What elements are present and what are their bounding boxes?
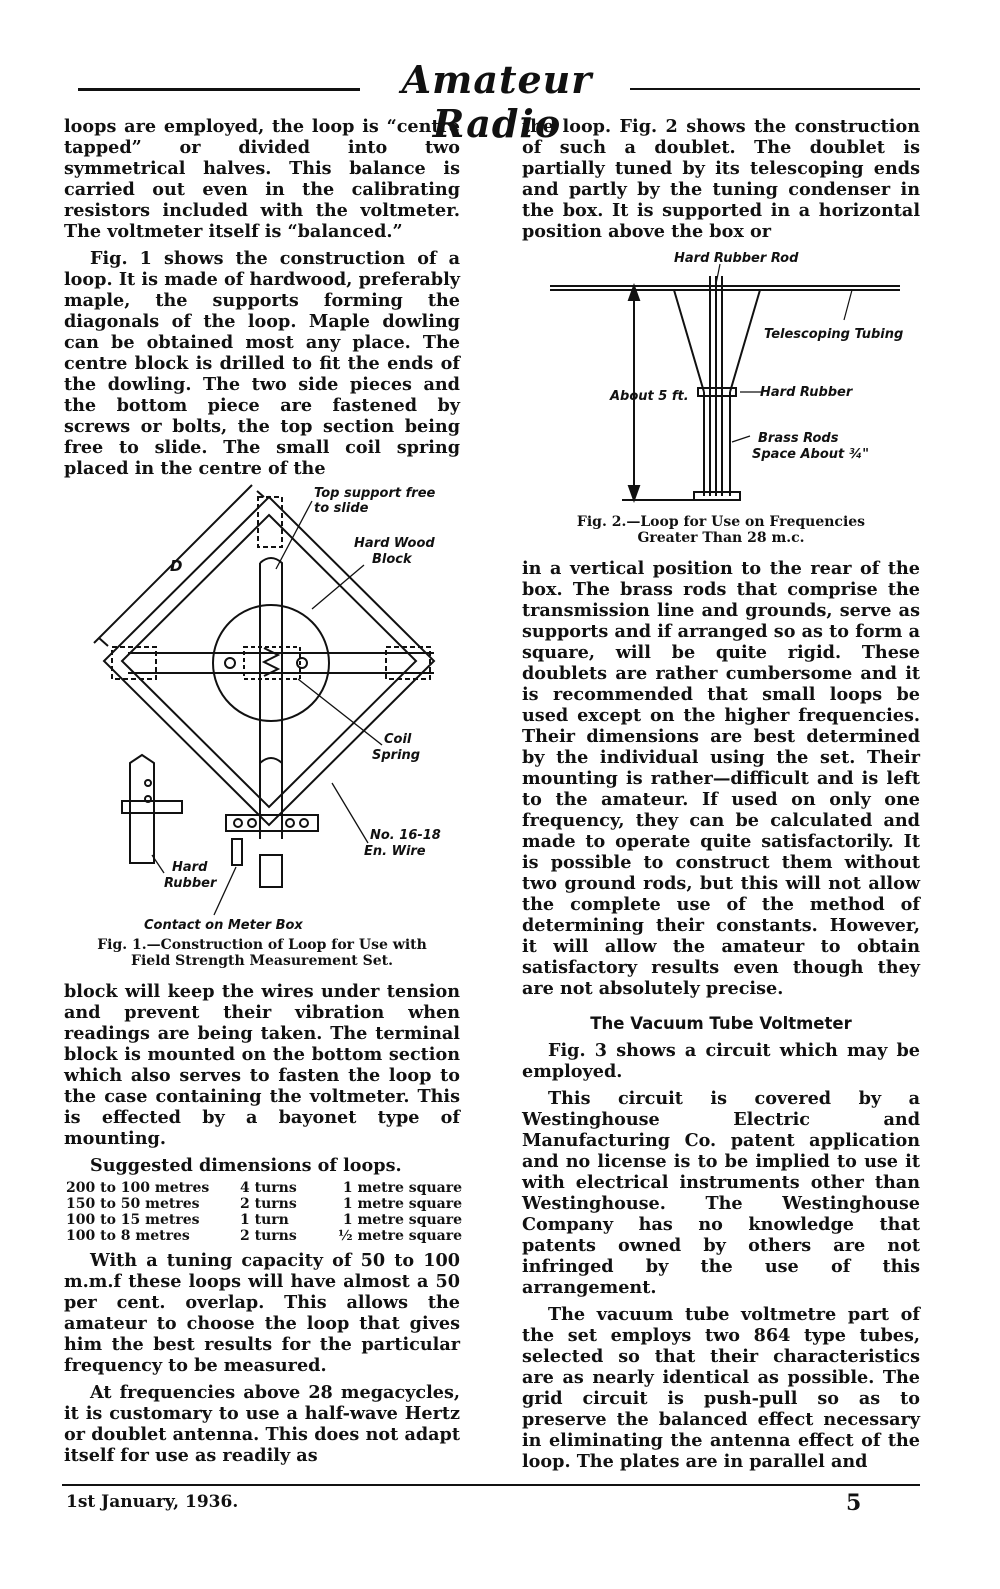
table-cell: 100 to 15 metres <box>66 1212 200 1228</box>
table-cell: 200 to 100 metres <box>66 1180 210 1196</box>
page-number: 5 <box>846 1490 862 1516</box>
table-cell: 2 turns <box>240 1196 297 1212</box>
label-brass: Brass Rods <box>758 431 839 446</box>
paragraph: loops are employed, the loop is “centre tapped” or divided into two symmetrical halves. This balance is carried out even in the calibrating resistors included with the voltmeter. The voltmeter itself is “balanced.” <box>64 116 460 242</box>
caption-line: Fig. 1.—Construction of Loop for Use with <box>97 937 427 953</box>
figure-2 <box>522 246 920 510</box>
label-top-support: Top support free <box>314 486 436 501</box>
label-hard-rubber: Hard Rubber <box>760 385 853 400</box>
masthead-title: Amateur Radio <box>401 57 593 146</box>
table-row <box>64 1212 464 1228</box>
masthead-rule-left <box>78 88 360 91</box>
label-wire-1: No. 16-18 <box>370 828 441 843</box>
right-column <box>522 116 920 1472</box>
label-top-support-2: to slide <box>314 501 369 516</box>
table-cell: 1 metre square <box>342 1196 462 1212</box>
figure-1-caption <box>64 937 460 969</box>
caption-line: Fig. 2.—Loop for Use on Frequencies <box>576 514 866 530</box>
paragraph: in a vertical position to the rear of the box. The brass rods that comprise the transmission line and grounds, serve as supports and if arranged so as to form a square, will be quite rigid. These doublets are rather cumbersome and it is recommended that small loops be used except on the higher frequencies. Their dimensions are best determined by the individual using the set. Their mounting is rather—difficult and is left to the amateur. If used on only one frequency, they can be calculated and made to operate quite satisfactorily. It is possible to construct them without two ground rods, but this will not allow the complete use of the method of determining their constants. However, it will allow the amateur to obtain satisfactory results even though they are not absolutely precise. <box>522 558 920 999</box>
label-block: Block <box>372 552 412 567</box>
paragraph: block will keep the wires under tension and prevent their vibration when readings are being taken. The terminal block is mounted on the bottom section which also serves to fasten the loop to the case containing the voltmeter. This is effected by a bayonet type of mounting. <box>64 981 460 1149</box>
label-hard: Hard <box>172 860 208 875</box>
left-column <box>64 116 460 1466</box>
caption-line: Field Strength Measurement Set. <box>131 953 393 969</box>
table-cell: 1 metre square <box>342 1180 462 1196</box>
table-cell: 2 turns <box>240 1228 297 1244</box>
figure-1 <box>64 483 460 933</box>
table-row <box>64 1180 464 1196</box>
section-heading: The Vacuum Tube Voltmeter <box>590 1014 852 1033</box>
label-about: About 5 ft. <box>610 389 689 404</box>
paragraph: Fig. 1 shows the construction of a loop. It is made of hardwood, preferably maple, the supports forming the diagonals of the loop. Maple dowling can be obtained most any place. The centre block is drilled to fit the ends of the dowling. The two side pieces and the bottom piece are fastened by screws or bolts, the top section being free to slide. The small coil spring placed in the centre of the <box>64 248 460 479</box>
paragraph: With a tuning capacity of 50 to 100 m.m.f these loops will have almost a 50 per cent. overlap. This allows the amateur to choose the loop that gives him the best results for the particular frequency to be measured. <box>64 1250 460 1376</box>
table-cell: 1 metre square <box>342 1212 462 1228</box>
label-coil: Coil <box>384 732 412 747</box>
label-d: D <box>170 557 183 575</box>
paragraph: Fig. 3 shows a circuit which may be employed. <box>522 1040 920 1082</box>
label-wire-2: En. Wire <box>364 844 426 859</box>
label-tubing: Telescoping Tubing <box>764 327 904 342</box>
label-hard-wood: Hard Wood <box>354 536 435 551</box>
footer-rule <box>62 1484 920 1486</box>
issue-date: 1st January, 1936. <box>66 1492 239 1512</box>
label-contact: Contact on Meter Box <box>144 918 303 933</box>
table-cell: 4 turns <box>240 1180 297 1196</box>
paragraph: At frequencies above 28 megacycles, it is customary to use a half-wave Hertz or doublet antenna. This does not adapt itself for use as readily as <box>64 1382 460 1466</box>
masthead <box>78 57 918 146</box>
loop-construction-diagram <box>64 483 460 933</box>
table-row <box>64 1196 464 1212</box>
caption-line: Greater Than 28 m.c. <box>637 530 805 546</box>
suggested-dimensions-heading: Suggested dimensions of loops. <box>90 1155 402 1176</box>
label-rubber: Rubber <box>164 876 217 891</box>
table-cell: ½ metre square <box>337 1228 462 1244</box>
paragraph: the loop. Fig. 2 shows the construction of such a doublet. The doublet is partially tuned by its telescoping ends and partly by the tuning condenser in the box. It is supported in a horizontal position above the box or <box>522 116 920 242</box>
paragraph: The vacuum tube voltmetre part of the set employs two 864 type tubes, selected so that their characteristics are as nearly identical as possible. The grid circuit is push-pull so as to preserve the balanced effect necessary in eliminating the antenna effect of the loop. The plates are in parallel and <box>522 1304 920 1472</box>
label-space: Space About ¾" <box>752 447 870 462</box>
table-cell: 1 turn <box>240 1212 289 1228</box>
figure-2-caption <box>522 514 920 546</box>
label-rod: Hard Rubber Rod <box>674 251 799 266</box>
table-cell: 100 to 8 metres <box>66 1228 190 1244</box>
doublet-diagram <box>522 246 920 510</box>
table-row <box>64 1228 464 1244</box>
label-spring: Spring <box>372 748 421 763</box>
table-cell: 150 to 50 metres <box>66 1196 200 1212</box>
dimensions-table <box>64 1180 464 1244</box>
paragraph: This circuit is covered by a Westinghouse Electric and Manufacturing Co. patent application and no license is to be implied to use it with electrical instruments other than Westinghouse. The Westinghouse Company has no knowledge that patents owned by others are not infringed by the use of this arrangement. <box>522 1088 920 1298</box>
masthead-rule-right <box>630 88 920 90</box>
